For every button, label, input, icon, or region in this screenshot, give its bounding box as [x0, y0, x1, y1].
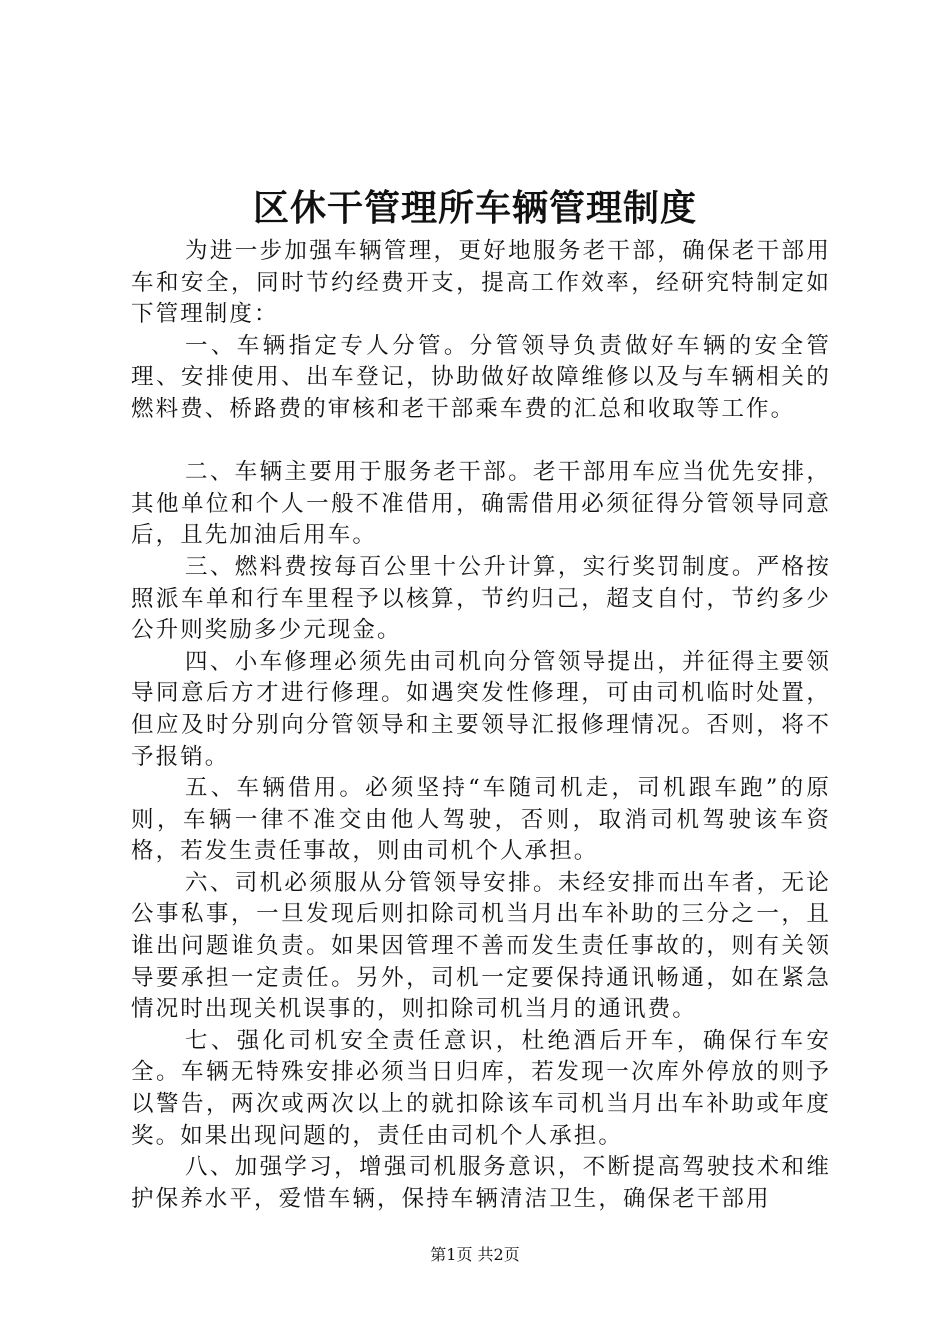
paragraph-item-8: 八、加强学习，增强司机服务意识，不断提高驾驶技术和维护保养水平，爱惜车辆，保持车辆清洁卫生，确保老干部用: [131, 1154, 831, 1212]
paragraph-item-6: 六、司机必须服从分管领导安排。未经安排而出车者，无论公事私事，一旦发现后则扣除司机当月出车补助的三分之一，且谁出问题谁负责。如果因管理不善而发生责任事故的，则有关领导要承担一定责任。另外，司机一定要保持通讯畅通，如在紧急情况时出现关机误事的，则扣除司机当月的通讯费。: [131, 869, 831, 1023]
paragraph-item-4: 四、小车修理必须先由司机向分管领导提出，并征得主要领导同意后方才进行修理。如遇突发性修理，可由司机临时处置，但应及时分别向分管领导和主要领导汇报修理情况。否则，将不予报销。: [131, 648, 831, 770]
paragraph-item-2: 二、车辆主要用于服务老干部。老干部用车应当优先安排，其他单位和个人一般不准借用，确需借用必须征得分管领导同意后，且先加油后用车。: [131, 459, 831, 549]
paragraph-item-5: 五、车辆借用。必须坚持“车随司机走，司机跟车跑”的原则，车辆一律不准交由他人驾驶，否则，取消司机驾驶该车资格，若发生责任事故，则由司机个人承担。: [131, 775, 831, 865]
paragraph-item-7: 七、强化司机安全责任意识，杜绝酒后开车，确保行车安全。车辆无特殊安排必须当日归库，若发现一次库外停放的则予以警告，两次或两次以上的就扣除该车司机当月出车补助或年度奖。如果出现问题的，责任由司机个人承担。: [131, 1027, 831, 1149]
document-title: 区休干管理所车辆管理制度: [252, 187, 697, 229]
paragraph-item-1: 一、车辆指定专人分管。分管领导负责做好车辆的安全管理、安排使用、出车登记，协助做好故障维修以及与车辆相关的燃料费、桥路费的审核和老干部乘车费的汇总和收取等工作。: [131, 332, 831, 422]
paragraph-intro: 为进一步加强车辆管理，更好地服务老干部，确保老干部用车和安全，同时节约经费开支，提高工作效率，经研究特制定如下管理制度：: [131, 238, 831, 328]
document-body: [131, 236, 831, 1215]
paragraph-item-3: 三、燃料费按每百公里十公升计算，实行奖罚制度。严格按照派车单和行车里程予以核算，节约归己，超支自付，节约多少公升则奖励多少元现金。: [131, 553, 831, 644]
page-footer: 第1页 共2页: [430, 1245, 520, 1264]
